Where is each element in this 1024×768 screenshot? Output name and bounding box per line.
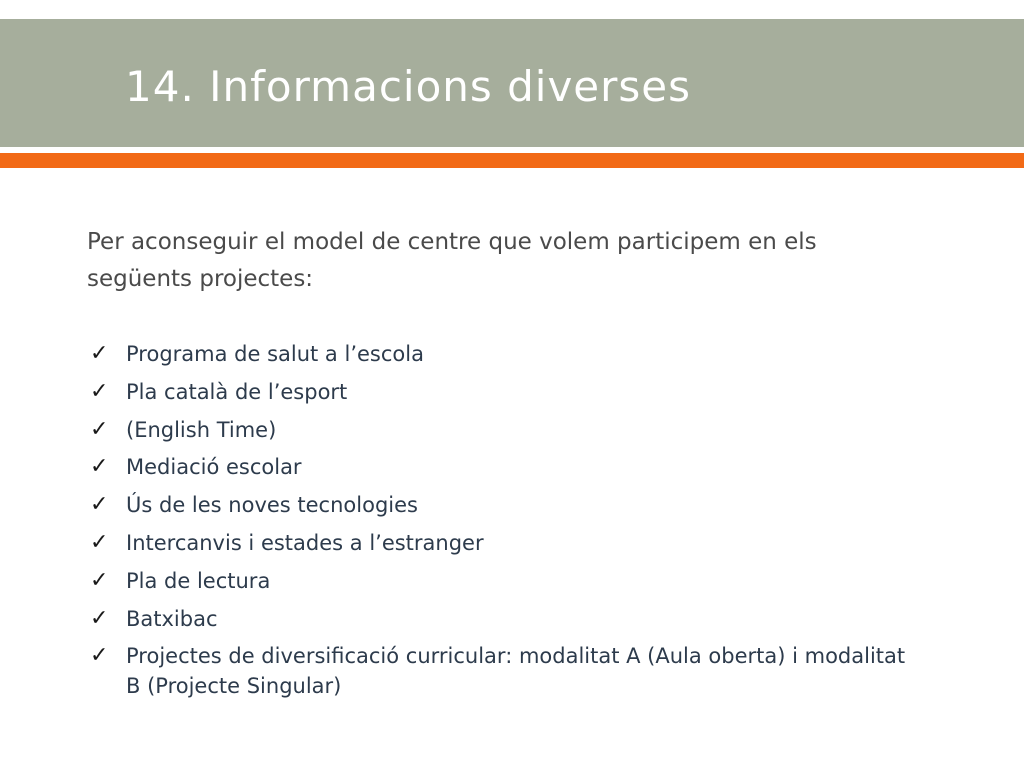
- checkmark-icon: ✓: [90, 643, 109, 669]
- list-item: [90, 452, 920, 482]
- list-item-label: Pla de lectura: [126, 568, 271, 593]
- checkmark-icon: ✓: [90, 492, 109, 518]
- checkmark-icon: ✓: [90, 529, 109, 555]
- list-item: [90, 528, 920, 558]
- list-item: [90, 566, 920, 596]
- list-item-label: Pla català de l’esport: [126, 379, 348, 404]
- list-item: [90, 339, 920, 369]
- list-item: [90, 415, 920, 445]
- checkmark-icon: ✓: [90, 341, 109, 366]
- projects-list: [90, 339, 920, 709]
- list-item: [90, 604, 920, 634]
- list-item-label: Batxibac: [126, 606, 218, 631]
- list-item-label: (English Time): [126, 417, 277, 442]
- checkmark-icon: ✓: [90, 416, 109, 442]
- checkmark-icon: ✓: [90, 454, 109, 480]
- accent-bar: [0, 153, 1024, 168]
- checkmark-icon: ✓: [90, 378, 109, 404]
- list-item: [90, 641, 920, 701]
- list-item-label: Mediació escolar: [126, 455, 302, 480]
- list-item: [90, 490, 920, 520]
- list-item: [90, 377, 920, 407]
- checkmark-icon: ✓: [90, 567, 109, 593]
- intro-text: Per aconseguir el model de centre que volem participem en els següents projectes:: [87, 229, 817, 292]
- list-item-label: Ús de les noves tecnologies: [126, 493, 418, 518]
- list-item-label: Projectes de diversificació curricular: modalitat A (Aula oberta) i modalitat B (Projecte Singular): [126, 644, 906, 699]
- list-item-label: Programa de salut a l’escola: [126, 342, 424, 366]
- checkmark-icon: ✓: [90, 605, 109, 631]
- list-item-label: Intercanvis i estades a l’estranger: [126, 530, 484, 555]
- slide-title: 14. Informacions diverses: [125, 62, 692, 111]
